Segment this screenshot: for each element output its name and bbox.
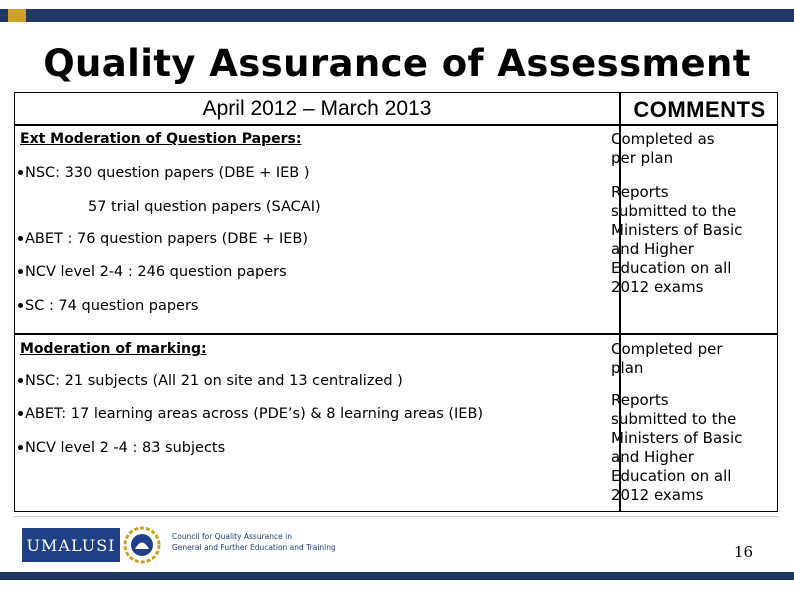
slide-title: Quality Assurance of Assessment — [43, 42, 751, 85]
bullet-icon — [18, 378, 23, 383]
bullet-icon — [18, 269, 23, 274]
umalusi-emblem-icon — [120, 524, 164, 566]
umalusi-logo: UMALUSI — [22, 528, 120, 562]
bullet-icon — [18, 170, 23, 175]
top-decorative-bar — [0, 9, 794, 22]
section-title-moderation-marking: Moderation of marking: — [20, 341, 207, 357]
list-item: NSC: 330 question papers (DBE + IEB ) — [18, 165, 310, 181]
comment-completed-plan: Completed as per plan — [611, 130, 715, 167]
section-divider — [15, 333, 777, 335]
footer-divider — [14, 516, 778, 517]
organisation-name: Council for Quality Assurance in General and Further Education and Training — [172, 532, 336, 552]
list-item: SC : 74 question papers — [18, 298, 198, 314]
comment-reports-submitted: Reports submitted to the Ministers of Basic and Higher Education on all 2012 exams — [611, 183, 743, 296]
bottom-decorative-bar — [0, 572, 794, 580]
list-item: NSC: 21 subjects (All 21 on site and 13 centralized ) — [18, 373, 403, 389]
list-item: ABET: 17 learning areas across (PDE’s) & 8 learning areas (IEB) — [18, 406, 483, 422]
header-divider — [15, 124, 777, 126]
header-comments: COMMENTS — [633, 97, 766, 122]
top-accent-square — [8, 9, 26, 22]
comment-completed-plan-2: Completed per plan — [611, 340, 723, 377]
header-period: April 2012 – March 2013 — [202, 97, 432, 120]
page-number: 16 — [734, 543, 754, 561]
list-item: NCV level 2 -4 : 83 subjects — [18, 440, 225, 456]
list-item: NCV level 2-4 : 246 question papers — [18, 264, 287, 280]
list-item: ABET : 76 question papers (DBE + IEB) — [18, 231, 308, 247]
list-item: 57 trial question papers (SACAI) — [88, 199, 321, 215]
bullet-icon — [18, 445, 23, 450]
comment-reports-submitted-2: Reports submitted to the Ministers of Basic and Higher Education on all 2012 exams — [611, 391, 743, 504]
bullet-icon — [18, 303, 23, 308]
bullet-icon — [18, 411, 23, 416]
section-title-question-papers: Ext Moderation of Question Papers: — [20, 131, 302, 147]
bullet-icon — [18, 236, 23, 241]
